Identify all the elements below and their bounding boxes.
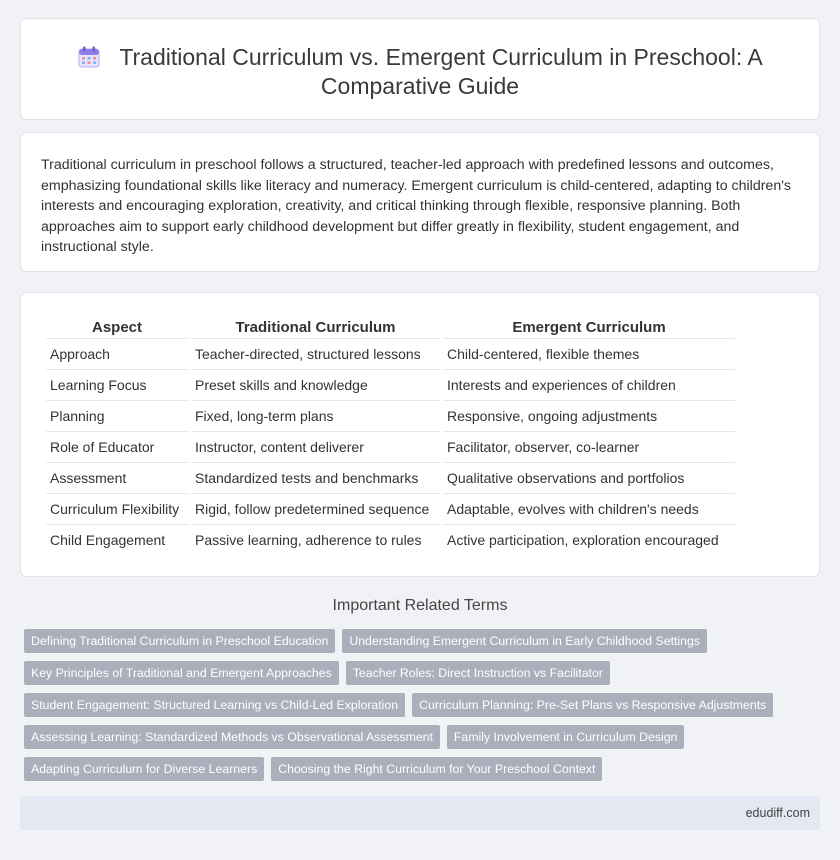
- related-term-link[interactable]: Choosing the Right Curriculum for Your Preschool Context: [271, 757, 602, 781]
- table-row: [46, 400, 735, 431]
- related-term-link[interactable]: Key Principles of Traditional and Emergent Approaches: [24, 661, 339, 685]
- table-cell: Interests and experiences of children: [443, 369, 735, 400]
- table-cell: Instructor, content deliverer: [191, 431, 440, 462]
- related-terms-heading: Important Related Terms: [332, 597, 508, 614]
- page-title: [61, 43, 779, 101]
- table-cell: Child Engagement: [46, 524, 188, 555]
- comparison-table-card: [20, 292, 820, 577]
- related-term-link[interactable]: Student Engagement: Structured Learning vs Child-Led Exploration: [24, 693, 405, 717]
- calendar-icon: [77, 45, 101, 69]
- table-cell: Rigid, follow predetermined sequence: [191, 493, 440, 524]
- related-term-link[interactable]: Understanding Emergent Curriculum in Early Childhood Settings: [342, 629, 707, 653]
- related-term-link[interactable]: Curriculum Planning: Pre-Set Plans vs Responsive Adjustments: [412, 693, 773, 717]
- table-cell: Responsive, ongoing adjustments: [443, 400, 735, 431]
- table-cell: Teacher-directed, structured lessons: [191, 338, 440, 369]
- table-cell: Active participation, exploration encouraged: [443, 524, 735, 555]
- related-terms-list: [24, 629, 804, 781]
- related-term-link[interactable]: Defining Traditional Curriculum in Preschool Education: [24, 629, 335, 653]
- table-row: [46, 524, 735, 555]
- title-card: [20, 18, 820, 120]
- related-term-link[interactable]: Adapting Curriculum for Diverse Learners: [24, 757, 264, 781]
- table-cell: Role of Educator: [46, 431, 188, 462]
- table-row: [46, 338, 735, 369]
- table-cell: Approach: [46, 338, 188, 369]
- header-traditional: Traditional Curriculum: [235, 318, 396, 336]
- table-cell: Planning: [46, 400, 188, 431]
- table-cell: Learning Focus: [46, 369, 188, 400]
- table-cell: Child-centered, flexible themes: [443, 338, 735, 369]
- comparison-table: [43, 315, 738, 555]
- footer-site-link[interactable]: edudiff.com: [745, 806, 810, 820]
- footer-bar: [20, 796, 820, 830]
- header-emergent: Emergent Curriculum: [512, 318, 666, 336]
- intro-paragraph: Traditional curriculum in preschool follows a structured, teacher-led approach with predefined lessons and outcomes, emphasizing foundational skills like literacy and numeracy. Emergent curriculum is child-centered, adapting to children's interests and encouraging exploration, creativity, and critical thinking through flexible, responsive planning. Both approaches aim to support early childhood development but differ greatly in flexibility, student engagement, and instructional style.: [41, 157, 792, 256]
- intro-card: [20, 132, 820, 272]
- table-row: [46, 493, 735, 524]
- related-term-link[interactable]: Family Involvement in Curriculum Design: [447, 725, 684, 749]
- table-cell: Standardized tests and benchmarks: [191, 462, 440, 493]
- header-aspect: Aspect: [91, 318, 143, 336]
- table-row: [46, 431, 735, 462]
- table-cell: Preset skills and knowledge: [191, 369, 440, 400]
- table-cell: Assessment: [46, 462, 188, 493]
- related-term-link[interactable]: Assessing Learning: Standardized Methods vs Observational Assessment: [24, 725, 440, 749]
- page-title-text: Traditional Curriculum vs. Emergent Curriculum in Preschool: A Comparative Guide: [119, 44, 763, 99]
- table-cell: Passive learning, adherence to rules: [191, 524, 440, 555]
- table-cell: Facilitator, observer, co-learner: [443, 431, 735, 462]
- table-header-row: [46, 315, 735, 338]
- table-row: [46, 462, 735, 493]
- table-cell: Curriculum Flexibility: [46, 493, 188, 524]
- table-cell: Qualitative observations and portfolios: [443, 462, 735, 493]
- table-cell: Fixed, long-term plans: [191, 400, 440, 431]
- table-row: [46, 369, 735, 400]
- title-wrap: [61, 43, 779, 101]
- table-cell: Adaptable, evolves with children's needs: [443, 493, 735, 524]
- related-term-link[interactable]: Teacher Roles: Direct Instruction vs Facilitator: [346, 661, 610, 685]
